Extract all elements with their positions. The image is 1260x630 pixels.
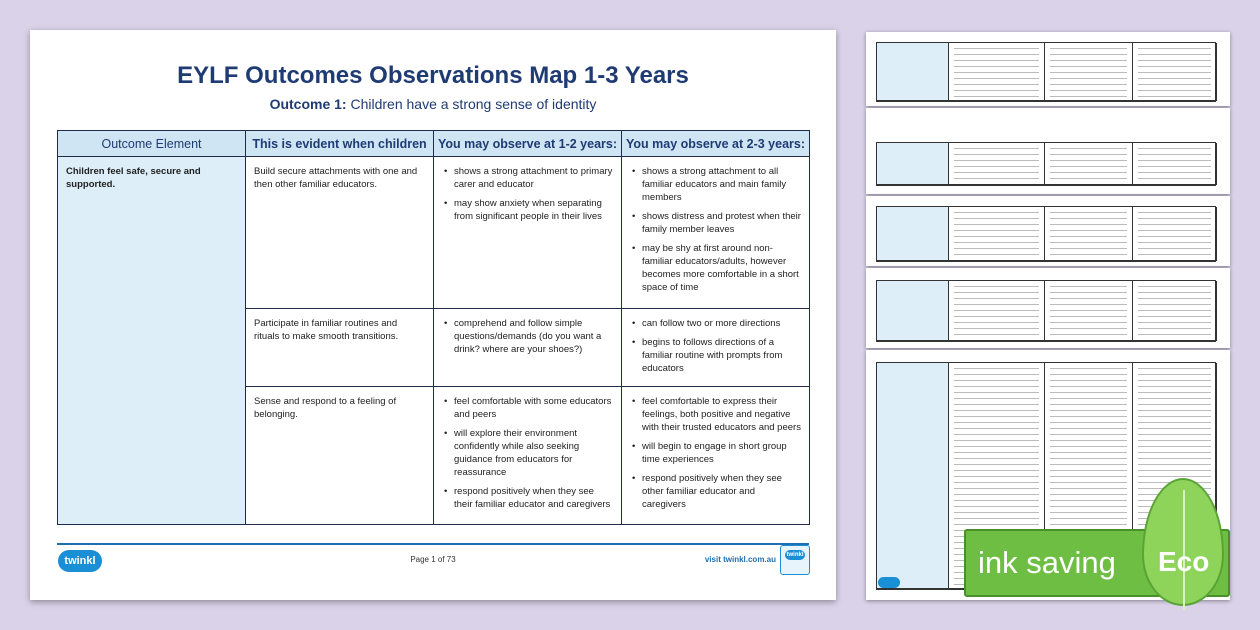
age-1-2-cell	[434, 387, 622, 525]
list-item: • comprehend and follow simple questions/demands (do you want a drink? where are your shoes?)	[442, 317, 613, 356]
list-item: • can follow two or more directions	[630, 317, 801, 330]
quality-badge-icon	[780, 545, 810, 575]
age-2-3-cell	[622, 309, 810, 387]
thumbnail-page	[866, 196, 1230, 266]
outcome-element-cell: Children feel safe, secure and supported.	[58, 157, 246, 525]
outcome-label: Outcome 1:	[269, 96, 347, 112]
list-item: • will begin to engage in short group time experiences	[630, 440, 801, 466]
thumbnail-page	[866, 268, 1230, 348]
table-row	[58, 157, 810, 309]
mini-cell	[877, 43, 949, 101]
mini-cell	[1133, 43, 1217, 101]
mini-cell	[1045, 281, 1133, 341]
evident-cell: Build secure attachments with one and then other familiar educators.	[246, 157, 434, 309]
header-evident: This is evident when children	[246, 131, 434, 157]
list-item: • feel comfortable to express their feelings, both positive and negative with their trusted educators and peers	[630, 395, 801, 434]
mini-table	[876, 142, 1216, 186]
mini-cell	[1045, 143, 1133, 185]
mini-cell	[949, 281, 1045, 341]
age-1-2-cell	[434, 309, 622, 387]
list-item: • shows a strong attachment to all familiar educators and main family members	[630, 165, 801, 204]
page-title: EYLF Outcomes Observations Map 1-3 Years	[177, 62, 689, 89]
mini-table	[876, 206, 1216, 262]
mini-cell	[949, 43, 1045, 101]
mini-cell	[877, 143, 949, 185]
list-item: • respond positively when they see other familiar educator and caregivers	[630, 472, 801, 511]
header-outcome-element: Outcome Element	[58, 131, 246, 157]
list-item: • respond positively when they see their familiar educator and caregivers	[442, 485, 613, 511]
mini-table	[876, 42, 1216, 102]
thumbnail-page	[866, 32, 1230, 106]
observations-table	[57, 130, 810, 525]
table-header-row	[58, 131, 810, 157]
mini-cell	[877, 363, 949, 589]
eco-label: Eco	[1158, 546, 1210, 577]
age-2-3-cell	[622, 157, 810, 309]
age-1-2-cell	[434, 157, 622, 309]
header-age-2-3: You may observe at 2-3 years:	[622, 131, 810, 157]
age-2-3-cell	[622, 387, 810, 525]
mini-cell	[877, 207, 949, 261]
mini-cell	[1133, 143, 1217, 185]
header-age-1-2: You may observe at 1-2 years:	[434, 131, 622, 157]
list-item: • feel comfortable with some educators and peers	[442, 395, 613, 421]
list-item: • begins to follows directions of a familiar routine with prompts from educators	[630, 336, 801, 375]
main-page-preview	[30, 30, 836, 600]
mini-cell	[949, 143, 1045, 185]
mini-cell	[1133, 281, 1217, 341]
mini-cell	[1045, 43, 1133, 101]
ink-saving-text: ink saving	[978, 545, 1116, 580]
thumbnail-page	[866, 108, 1230, 194]
evident-cell: Participate in familiar routines and rituals to make smooth transitions.	[246, 309, 434, 387]
page-subtitle	[30, 96, 836, 112]
twinkl-logo: twinkl	[58, 550, 102, 572]
list-item: • will explore their environment confidently while also seeking guidance from educators for reassurance	[442, 427, 613, 479]
mini-cell	[1133, 207, 1217, 261]
evident-cell: Sense and respond to a feeling of belonging.	[246, 387, 434, 525]
footer-url: visit twinkl.com.au	[704, 555, 776, 564]
list-item: • may be shy at first around non-familiar educators/adults, however becomes more comfortable in a short space of time	[630, 242, 801, 294]
mini-table	[876, 280, 1216, 342]
list-item: • shows distress and protest when their family member leaves	[630, 210, 801, 236]
mini-cell	[877, 281, 949, 341]
twinkl-logo-icon	[878, 577, 900, 588]
page-number: Page 1 of 73	[410, 555, 456, 564]
outcome-text: Children have a strong sense of identity	[346, 96, 597, 112]
mini-cell	[949, 207, 1045, 261]
list-item: • shows a strong attachment to primary carer and educator	[442, 165, 613, 191]
badge-logo: twinkl	[786, 552, 804, 558]
mini-cell	[1045, 207, 1133, 261]
footer-divider	[57, 543, 809, 545]
list-item: • may show anxiety when separating from significant people in their lives	[442, 197, 613, 223]
